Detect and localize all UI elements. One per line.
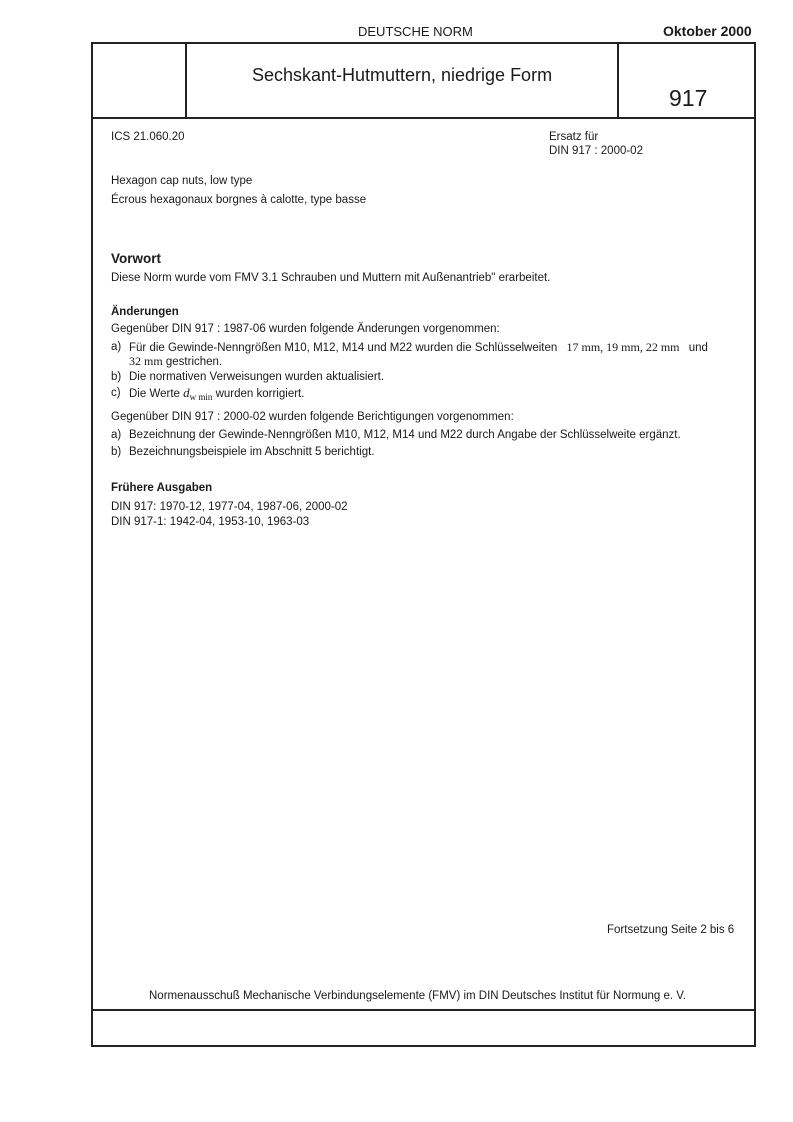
document-title: Sechskant-Hutmuttern, niedrige Form [251,65,553,85]
list-item [111,386,741,402]
footer-organization: Normenausschuß Mechanische Verbindungselemente (FMV) im DIN Deutsches Institut für Normung e. V. [149,990,687,1002]
standard-number: 917 [669,85,708,111]
list-text-line2-post: gestrichen. [165,356,223,368]
ics-code: ICS 21.060.20 [111,131,185,143]
logo-cell [93,44,187,117]
issue-date: Oktober 2000 [663,23,752,39]
list-label: c) [111,387,121,399]
list-text-pre: Für die Gewinde-Nenngrößen M10, M12, M14 und M22 wurden die Schlüsselweiten [129,342,558,354]
list-label: a) [111,429,122,441]
number-cell [619,44,754,117]
list-label: b) [111,446,122,458]
footer-divider [93,1009,754,1011]
changes-intro-1: Gegenüber DIN 917 : 1987-06 wurden folgende Änderungen vorgenommen: [111,323,500,335]
header-row [93,44,754,119]
variable-subscript: w min [189,392,213,402]
english-title: Hexagon cap nuts, low type [111,175,253,187]
list-item [111,340,741,368]
list-text-line2 [129,354,222,369]
earlier-editions-line1: DIN 917: 1970-12, 1977-04, 1987-06, 2000-02 [111,501,348,513]
list-item [111,370,741,384]
replacement-doc: DIN 917 : 2000-02 [549,145,643,157]
key-widths: 17 mm, 19 mm, 22 mm [566,340,680,354]
list-text [129,386,304,404]
list-text-post: wurden korrigiert. [215,388,305,400]
vorwort-text: Diese Norm wurde vom FMV 3.1 Schrauben und Muttern mit Außenantrieb" erarbeitet. [111,272,551,284]
vorwort-heading: Vorwort [111,251,161,266]
changes-heading: Änderungen [111,306,179,318]
list-item [111,445,741,459]
list-text [129,340,708,355]
title-cell [187,44,619,117]
list-label: b) [111,371,122,383]
list-text-post: und [688,342,708,354]
changes-intro-2: Gegenüber DIN 917 : 2000-02 wurden folgende Berichtigungen vorgenommen: [111,411,514,423]
list-item [111,428,741,442]
earlier-editions-heading: Frühere Ausgaben [111,482,213,494]
list-text-pre: Die Werte [129,388,180,400]
list-label: a) [111,341,122,353]
standard-type-label: DEUTSCHE NORM [358,24,473,39]
list-text: Bezeichnung der Gewinde-Nenngrößen M10, M12, M14 und M22 durch Angabe der Schlüsselweite ergänzt. [129,429,681,441]
key-width-32: 32 mm [129,354,163,368]
replacement-label: Ersatz für [549,131,599,143]
variable-d: d [183,385,190,400]
list-text: Die normativen Verweisungen wurden aktualisiert. [129,371,385,383]
continuation-note: Fortsetzung Seite 2 bis 6 [607,924,735,936]
earlier-editions-line2: DIN 917-1: 1942-04, 1953-10, 1963-03 [111,516,310,528]
list-text: Bezeichnungsbeispiele im Abschnitt 5 berichtigt. [129,446,375,458]
document-frame [91,42,756,1047]
french-title: Écrous hexagonaux borgnes à calotte, type basse [111,194,367,206]
